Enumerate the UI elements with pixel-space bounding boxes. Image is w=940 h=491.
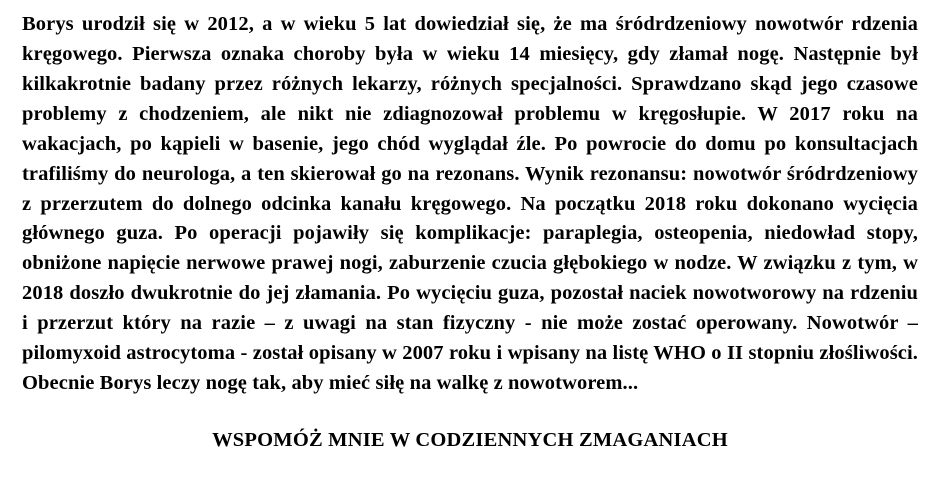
call-to-action-heading: WSPOMÓŻ MNIE W CODZIENNYCH ZMAGANIACH xyxy=(212,428,728,451)
story-paragraph: Borys urodził się w 2012, a w wieku 5 lat dowiedział się, że ma śródrdzeniowy nowotwór rdzenia kręgowego. Pierwsza oznaka choroby była w wieku 14 miesięcy, gdy złamał nogę. Następnie był kilkakrotnie badany przez różnych lekarzy, różnych specjalności. Sprawdzano skąd jego czasowe problemy z chodzeniem, ale nikt nie zdiagnozował problemu w kręgosłupie. W 2017 roku na wakacjach, po kąpieli w basenie, jego chód wyglądał źle. Po powrocie do domu po konsultacjach trafiliśmy do neurologa, a ten skierował go na rezonans. Wynik rezonansu: nowotwór śródrdzeniowy z przerzutem do dolnego odcinka kanału kręgowego. Na początku 2018 roku dokonano wycięcia głównego guza. Po operacji pojawiły się komplikacje: paraplegia, osteopenia, niedowład stopy, obniżone napięcie nerwowe prawej nogi, zaburzenie czucia głębokiego w nodze. W związku z tym, w 2018 doszło dwukrotnie do jej złamania. Po wycięciu guza, pozostał naciek nowotworowy na rdzeniu i przerzut który na razie – z uwagi na stan fizyczny - nie może zostać operowany. Nowotwór – pilomyxoid astrocytoma - został opisany w 2007 roku i wpisany na listę WHO o II stopniu złośliwości. Obecnie Borys leczy nogę tak, aby mieć siłę na walkę z nowotworem... xyxy=(22,13,918,395)
section-spacer xyxy=(22,399,918,429)
